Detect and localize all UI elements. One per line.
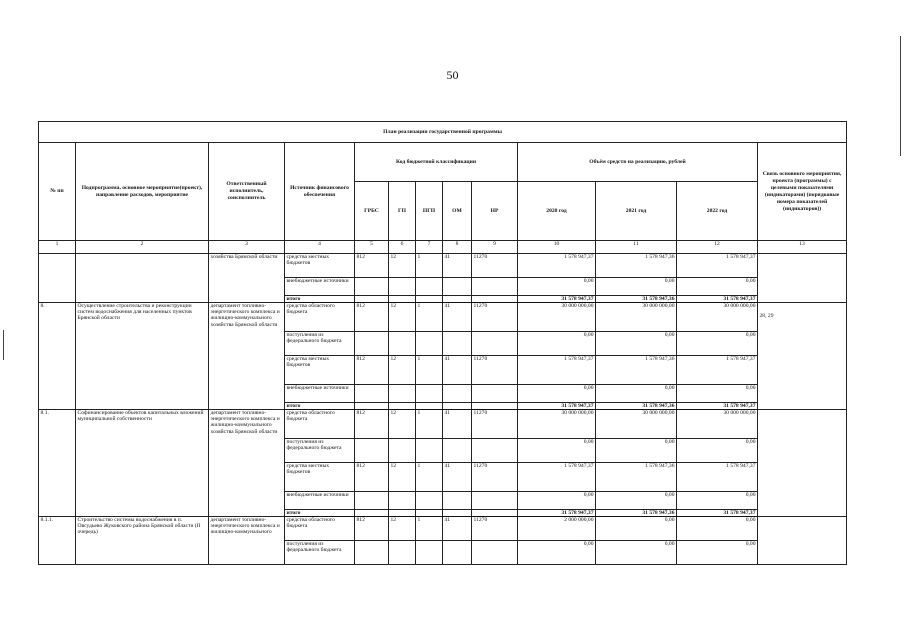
cell-2021: 0,00 — [596, 492, 677, 510]
cell-program — [76, 254, 209, 303]
scan-margin-line — [3, 330, 4, 360]
cell-2020: 30 000 000,00 — [518, 303, 596, 332]
table-title: План реализации государственной программы — [39, 122, 847, 143]
cell-gp: 12 — [389, 410, 416, 439]
cell-gp: 12 — [389, 463, 416, 492]
cell-gp: 12 — [389, 254, 416, 278]
cell-pgp: 1 — [416, 463, 443, 492]
header-2022: 2022 год — [677, 182, 758, 241]
cell-gp: 12 — [389, 303, 416, 332]
cell-total-2020: 31 578 947,37 — [518, 403, 596, 410]
cell-responsible: департамент топливно-энергетического комплекса и жилищно-коммунального хозяйства Брянской области — [209, 410, 285, 517]
cell-grbs: 812 — [355, 356, 389, 385]
cell-2022: 1 578 947,37 — [677, 463, 758, 492]
cell-total-2022: 31 578 947,37 — [677, 296, 758, 303]
cell-2021: 30 000 000,00 — [596, 303, 677, 332]
page-number: 50 — [446, 68, 459, 82]
cell-om: 41 — [443, 254, 472, 278]
col-number: 13 — [758, 241, 847, 254]
cell-grbs: 812 — [355, 517, 389, 541]
cell-2020: 0,00 — [518, 439, 596, 463]
cell-total-label: итого — [285, 403, 355, 410]
header-num: № пп — [39, 143, 76, 241]
cell-source: средства областного бюджета — [285, 303, 355, 332]
col-number: 10 — [518, 241, 596, 254]
col-number: 6 — [389, 241, 416, 254]
cell-grbs: 812 — [355, 254, 389, 278]
cell-source: средства местных бюджетов — [285, 254, 355, 278]
cell-gp: 12 — [389, 356, 416, 385]
cell-source: средства местных бюджетов — [285, 356, 355, 385]
cell-program: Строительство системы водоснабжения в п. Овсудьево Жуковского района Брянской области (II очередь) — [76, 517, 209, 565]
cell-2021: 0,00 — [596, 517, 677, 541]
col-number: 9 — [472, 241, 518, 254]
cell-grbs: 812 — [355, 410, 389, 439]
header-budget-code: Код бюджетной классификации — [355, 143, 518, 182]
cell-responsible: департамент топливно-энергетического комплекса и жилищно-коммунального хозяйства Брянской области — [209, 303, 285, 410]
cell-total-label: итого — [285, 510, 355, 517]
cell-2021: 1 578 947,36 — [596, 254, 677, 278]
cell-2020: 1 578 947,37 — [518, 356, 596, 385]
header-2021: 2021 год — [596, 182, 677, 241]
header-grbs: ГРБС — [355, 182, 389, 241]
cell-pgp: 1 — [416, 303, 443, 332]
table-row — [39, 254, 847, 278]
header-om: ОМ — [443, 182, 472, 241]
cell-2022: 0,00 — [677, 385, 758, 403]
cell-source: поступления из федерального бюджета — [285, 332, 355, 356]
header-2020: 2020 год — [518, 182, 596, 241]
cell-om: 41 — [443, 463, 472, 492]
cell-source: поступления из федерального бюджета — [285, 439, 355, 463]
cell-2022: 0,00 — [677, 517, 758, 541]
cell-program: Софинансирование объектов капитальных вложений муниципальной собственности — [76, 410, 209, 517]
cell-2021: 1 578 947,36 — [596, 356, 677, 385]
cell-program: Осуществление строительства и реконструкции систем водоснабжения для населенных пунктов Брянской области — [76, 303, 209, 410]
cell-link — [758, 517, 847, 565]
cell-nr: 11270 — [472, 463, 518, 492]
cell-total-2021: 31 578 947,36 — [596, 296, 677, 303]
header-pgp: ПГП — [416, 182, 443, 241]
cell-om: 41 — [443, 517, 472, 541]
cell-2021: 1 578 947,36 — [596, 463, 677, 492]
table-row — [39, 303, 847, 332]
cell-responsible: департамент топливно-энергетического комплекса и жилищно-коммунального — [209, 517, 285, 565]
cell-2020: 1 578 947,37 — [518, 254, 596, 278]
cell-num — [39, 254, 76, 303]
header-sources: Источник финансового обеспечения — [285, 143, 355, 241]
cell-total-2020: 31 578 947,37 — [518, 296, 596, 303]
col-number: 3 — [209, 241, 285, 254]
cell-om: 41 — [443, 303, 472, 332]
table-row — [39, 410, 847, 439]
col-number: 12 — [677, 241, 758, 254]
cell-total-2022: 31 578 947,37 — [677, 510, 758, 517]
cell-source: средства местных бюджетов — [285, 463, 355, 492]
cell-nr: 11270 — [472, 517, 518, 541]
cell-2022: 0,00 — [677, 492, 758, 510]
cell-source: внебюджетные источники — [285, 385, 355, 403]
cell-link: 28, 29 — [758, 303, 847, 410]
cell-total-2021: 31 578 947,36 — [596, 403, 677, 410]
cell-2022: 30 000 000,00 — [677, 410, 758, 439]
column-numbers-row — [39, 241, 847, 254]
cell-source: поступления из федерального бюджета — [285, 541, 355, 565]
plan-table-container — [38, 121, 846, 565]
header-volume: Объём средств на реализацию, рублей — [518, 143, 758, 182]
header-program: Подпрограмма, основное мероприятие(проект), направление расходов, мероприятие — [76, 143, 209, 241]
cell-om: 41 — [443, 356, 472, 385]
cell-num: 8. — [39, 303, 76, 410]
cell-2020: 30 000 000,00 — [518, 410, 596, 439]
cell-om: 41 — [443, 410, 472, 439]
cell-total-label: итого — [285, 296, 355, 303]
cell-2022: 0,00 — [677, 278, 758, 296]
cell-nr: 11270 — [472, 303, 518, 332]
cell-2021: 0,00 — [596, 332, 677, 356]
cell-pgp: 1 — [416, 410, 443, 439]
header-nr: НР — [472, 182, 518, 241]
cell-grbs: 812 — [355, 463, 389, 492]
cell-pgp: 1 — [416, 254, 443, 278]
cell-total-2020: 31 578 947,37 — [518, 510, 596, 517]
col-number: 7 — [416, 241, 443, 254]
cell-source: средства областного бюджета — [285, 517, 355, 541]
cell-pgp: 1 — [416, 356, 443, 385]
cell-2022: 0,00 — [677, 332, 758, 356]
cell-2020: 0,00 — [518, 332, 596, 356]
cell-2020: 0,00 — [518, 385, 596, 403]
cell-grbs: 812 — [355, 303, 389, 332]
col-number: 5 — [355, 241, 389, 254]
cell-source: внебюджетные источники — [285, 492, 355, 510]
cell-2021: 30 000 000,00 — [596, 410, 677, 439]
cell-source: средства областного бюджета — [285, 410, 355, 439]
cell-link — [758, 254, 847, 303]
cell-2021: 0,00 — [596, 439, 677, 463]
col-number: 1 — [39, 241, 76, 254]
cell-nr: 11270 — [472, 356, 518, 385]
cell-2022: 1 578 947,37 — [677, 254, 758, 278]
header-gp: ГП — [389, 182, 416, 241]
cell-2022: 0,00 — [677, 541, 758, 565]
cell-2022: 1 578 947,37 — [677, 356, 758, 385]
cell-2020: 0,00 — [518, 278, 596, 296]
cell-2020: 0,00 — [518, 541, 596, 565]
cell-2020: 1 578 947,37 — [518, 463, 596, 492]
header-responsible: Ответственный исполнитель, соисполнитель — [209, 143, 285, 241]
cell-num: 8.1. — [39, 410, 76, 517]
cell-responsible: хозяйства Брянской области — [209, 254, 285, 303]
cell-num: 8.1.1. — [39, 517, 76, 565]
cell-gp: 12 — [389, 517, 416, 541]
col-number: 4 — [285, 241, 355, 254]
header-link: Связь основного мероприятия, проекта (программы) с целевыми показателями (индикаторами) (порядковые номера показателей (индикаторов)) — [758, 143, 847, 241]
cell-2022: 0,00 — [677, 439, 758, 463]
cell-link — [758, 410, 847, 517]
col-number: 2 — [76, 241, 209, 254]
cell-source: внебюджетные источники — [285, 278, 355, 296]
cell-total-2021: 31 578 947,36 — [596, 510, 677, 517]
cell-pgp: 1 — [416, 517, 443, 541]
table-row — [39, 517, 847, 541]
cell-nr: 11270 — [472, 410, 518, 439]
cell-2022: 30 000 000,00 — [677, 303, 758, 332]
cell-2020: 0,00 — [518, 492, 596, 510]
scan-margin-line — [900, 36, 901, 156]
col-number: 8 — [443, 241, 472, 254]
cell-2021: 0,00 — [596, 385, 677, 403]
cell-nr: 11270 — [472, 254, 518, 278]
cell-total-2022: 31 578 947,37 — [677, 403, 758, 410]
cell-2021: 0,00 — [596, 541, 677, 565]
plan-table — [38, 121, 847, 565]
cell-2021: 0,00 — [596, 278, 677, 296]
col-number: 11 — [596, 241, 677, 254]
cell-2020: 2 000 000,00 — [518, 517, 596, 541]
